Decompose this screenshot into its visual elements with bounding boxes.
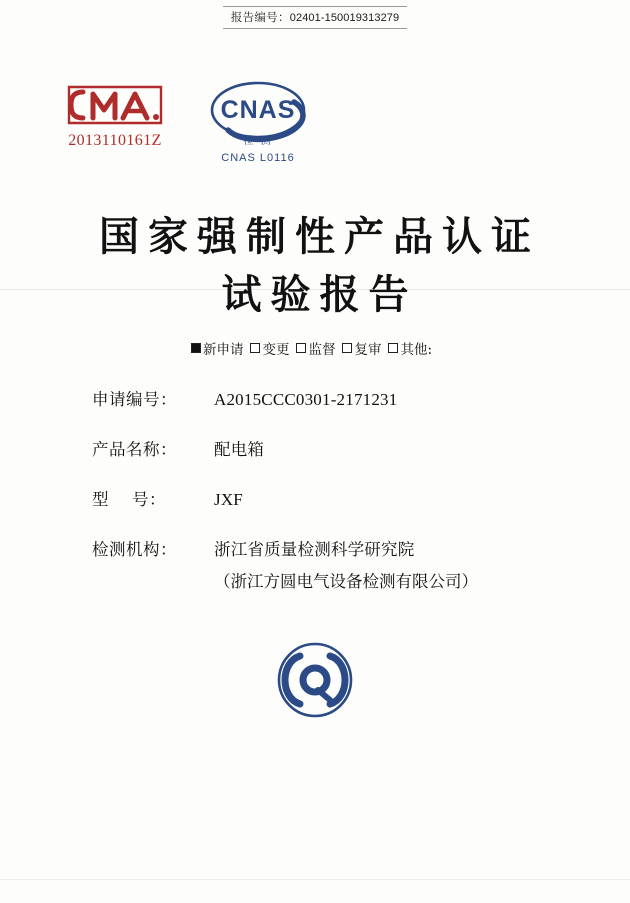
checkbox-label: 监督 bbox=[308, 342, 336, 358]
checkbox-option-supervision[interactable] bbox=[296, 338, 335, 358]
field-value: 浙江省质量检测科学研究院 bbox=[214, 540, 415, 559]
scan-line-bottom bbox=[0, 879, 630, 880]
field-list bbox=[92, 386, 552, 616]
field-label: 申请编号： bbox=[92, 390, 177, 409]
field-value: 配电箱 bbox=[214, 440, 265, 459]
report-number-label: 报告编号： bbox=[230, 11, 290, 24]
cma-icon bbox=[63, 84, 167, 126]
field-testing-organization-sub: （浙江方圆电气设备检测有限公司） bbox=[214, 572, 478, 591]
field-testing-organization bbox=[92, 536, 552, 560]
cqc-logo bbox=[0, 640, 630, 725]
field-product-name bbox=[92, 436, 552, 460]
report-number-value: 02401-150019313279 bbox=[289, 11, 400, 24]
field-label: 产品名称： bbox=[92, 440, 177, 459]
checkbox-icon[interactable] bbox=[191, 343, 201, 353]
cma-mark bbox=[40, 84, 190, 150]
field-value: A2015CCC0301-2171231 bbox=[214, 390, 398, 409]
cnas-icon bbox=[198, 78, 318, 156]
checkbox-icon[interactable] bbox=[250, 343, 260, 353]
title-line-1: 国家强制性产品认证 bbox=[99, 213, 540, 260]
cnas-accreditation-no: CNAS L0116 bbox=[221, 152, 295, 164]
checkbox-label: 变更 bbox=[262, 342, 290, 358]
report-number-bar bbox=[0, 6, 630, 28]
field-model bbox=[92, 486, 552, 510]
application-type-options bbox=[0, 338, 630, 358]
checkbox-option-other[interactable] bbox=[388, 338, 432, 358]
certification-marks bbox=[0, 78, 630, 188]
field-value: JXF bbox=[214, 490, 243, 509]
field-application-no bbox=[92, 386, 552, 410]
svg-text:CNAS: CNAS bbox=[220, 96, 296, 124]
checkbox-label: 新申请 bbox=[202, 342, 244, 358]
title-line-2: 试验报告 bbox=[221, 271, 418, 318]
document-title bbox=[0, 208, 630, 324]
cnas-mark bbox=[178, 78, 338, 164]
field-label: 型 号： bbox=[92, 490, 166, 509]
checkbox-label: 复审 bbox=[354, 342, 382, 358]
checkbox-option-change[interactable] bbox=[250, 338, 289, 358]
field-label: 检测机构： bbox=[92, 540, 177, 559]
cma-code: 2013110161Z bbox=[68, 132, 162, 149]
svg-text:检 测: 检 测 bbox=[243, 136, 273, 147]
checkbox-icon[interactable] bbox=[388, 343, 398, 353]
checkbox-icon[interactable] bbox=[296, 343, 306, 353]
checkbox-label: 其他: bbox=[400, 342, 433, 358]
checkbox-icon[interactable] bbox=[342, 343, 352, 353]
checkbox-option-review[interactable] bbox=[342, 338, 381, 358]
report-number-box bbox=[223, 6, 407, 29]
checkbox-option-new[interactable] bbox=[191, 338, 244, 358]
